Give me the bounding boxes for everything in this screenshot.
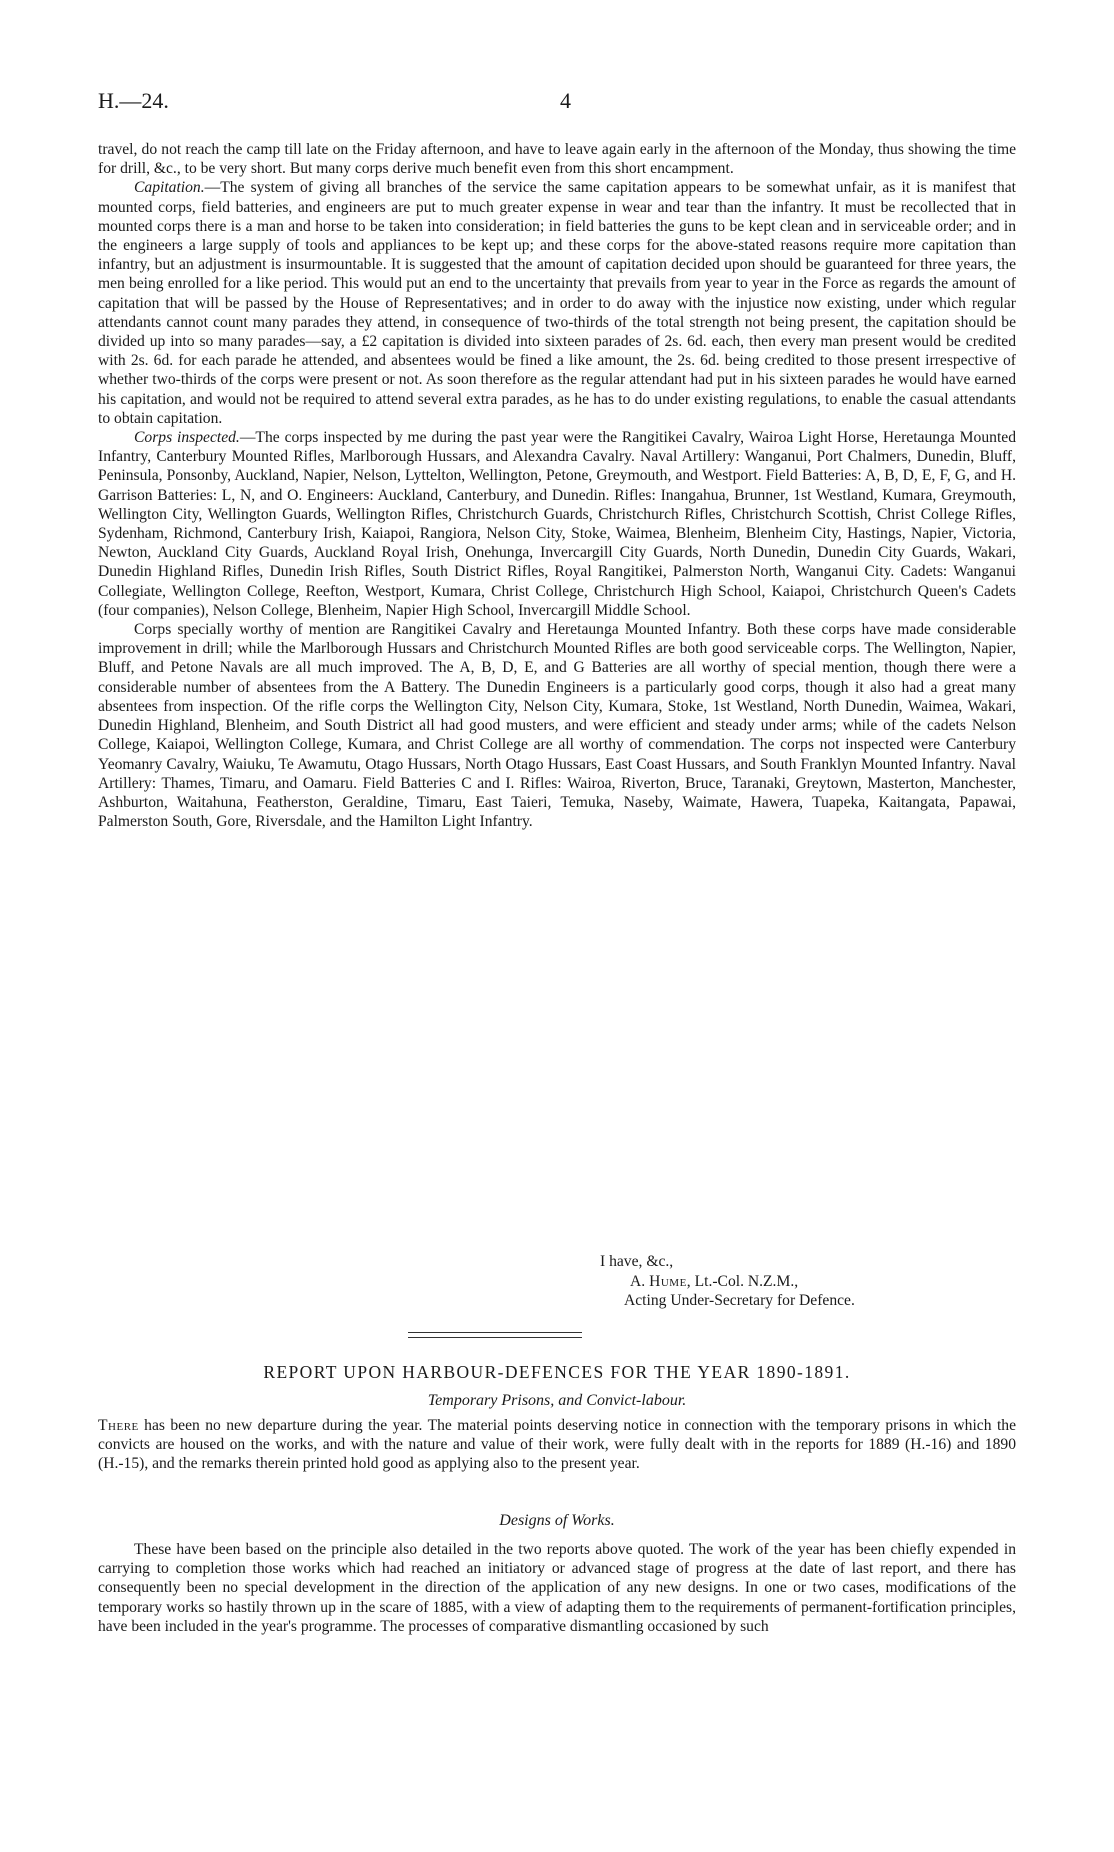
signature-initial: A. [630,1272,646,1290]
paragraph-corps-inspected [98,428,1016,620]
paragraph-encampment: travel, do not reach the camp till late on the Friday afternoon, and have to leave again early in the afternoon of the Monday, thus showing the time for drill, &c., to be very short. But many corps derive much benefit even from this short encampment. [98,141,1016,178]
signature-salutation: I have, &c., [600,1253,674,1270]
paragraph-prisons-text: has been no new departure during the year. The material points deserving notice in connection with the temporary prisons in which the convicts are housed on the works, and with the nature and value of their work, were fully dealt with in the reports for 1889 (H.-16) and 1890 (H.-15), and the remarks therein printed hold good as applying also to the present year. [98,1417,1016,1473]
paragraph-prisons [98,1416,1016,1474]
signature-title: Acting Under-Secretary for Defence. [624,1292,855,1309]
page-header [98,88,1016,118]
signature-block [600,1252,1000,1311]
section-temporary-prisons [98,1416,1016,1474]
signature-surname: Hume [649,1272,687,1290]
paragraph-lead-word: There [98,1417,139,1434]
section-designs-of-works [98,1540,1016,1636]
heading-designs-of-works: Designs of Works. [499,1512,615,1529]
signature-rank: , Lt.-Col. N.Z.M., [686,1272,799,1290]
corps-inspected-label: Corps inspected. [134,429,240,447]
corps-inspected-text: —The corps inspected by me during the past year were the Rangitikei Cavalry, Wairoa Light Horse, Heretaunga Mounted Infantry, Canterbury Mounted Rifles, Marlborough Hussars, and Alexandra Cavalry. Naval Artillery: Wanganui, Port Chalmers, Dunedin, Bluff, Peninsula, Ponsonby, Auckland, Napier, Nelson, Lyttelton, Wellington, Petone, Greymouth, and Westport. Field Batteries: A, B, D, E, F, G, and H. Garrison Batteries: L, N, and O. Engineers: Auckland, Canterbury, and Dunedin. Rifles: Inangahua, Brunner, 1st Westland, Kumara, Greymouth, Wellington City, Wellington Guards, Wellington Rifles, Christchurch Guards, Christchurch Rifles, Christchurch Scottish, Christ College Rifles, Sydenham, Richmond, Canterbury Irish, Kaiapoi, Rangiora, Nelson City, Stoke, Waimea, Blenheim, Blenheim City, Hastings, Napier, Victoria, Newton, Auckland City Guards, Auckland Royal Irish, Onehunga, Invercargill City Guards, North Dunedin, Dunedin City Guards, Wakari, Dunedin Highland Rifles, Dunedin Irish Rifles, South District Rifles, Royal Rangitikei, Palmerston North, Wanganui City. Cadets: Wanganui Collegiate, Wellington College, Reefton, Westport, Kumara, Christ College, Christchurch High School, Kaiapoi, Christchurch Queen's Cadets (four companies), Nelson College, Blenheim, Napier High School, Invercargill Middle School. [98,429,1016,619]
heading-temporary-prisons: Temporary Prisons, and Convict-labour. [427,1392,687,1409]
page-number: 4 [560,88,571,113]
report-title: REPORT UPON HARBOUR-DEFENCES FOR THE YEAR 1890-1891. [263,1362,851,1382]
capitation-label: Capitation. [134,179,205,197]
signature-name-line [600,1272,1000,1292]
paragraph-corps-mention: Corps specially worthy of mention are Rangitikei Cavalry and Heretaunga Mounted Infantry. Both these corps have made considerable improvement in drill; while the Marlborough Hussars and Christchurch Mounted Rifles are both good serviceable corps. The Wellington, Napier, Bluff, and Petone Navals are all much improved. The A, B, D, E, and G Batteries are all worthy of special mention, though there were a considerable number of absentees from the A Battery. The Dunedin Engineers is a particularly good corps, though it also had a great many absentees from inspection. Of the rifle corps the Wellington City, Nelson City, Kumara, Stoke, 1st Westland, North Dunedin, Waimea, Wakari, Dunedin Highland, Blenheim, and South District all had good musters, and were efficient and steady under arms; while of the cadets Nelson College, Kaiapoi, Wellington College, Kumara, and Christ College are all worthy of commendation. The corps not inspected were Canterbury Yeomanry Cavalry, Waiuku, Te Awamutu, Otago Hussars, North Otago Hussars, East Coast Hussars, and South Franklyn Mounted Infantry. Naval Artillery: Thames, Timaru, and Oamaru. Field Batteries C and I. Rifles: Wairoa, Riverton, Bruce, Taranaki, Greytown, Masterton, Manchester, Ashburton, Waitahuna, Featherston, Geraldine, Timaru, East Taieri, Temuka, Naseby, Waimate, Hawera, Tuapeka, Kaitangata, Papawai, Palmerston South, Gore, Riversdale, and the Hamilton Light Infantry. [98,621,1016,831]
paragraph-capitation [98,178,1016,428]
section-divider [408,1332,582,1338]
letter-body [98,140,1016,831]
document-reference: H.—24. [98,88,169,113]
capitation-text: —The system of giving all branches of the service the same capitation appears to be somewhat unfair, as it is manifest that mounted corps, field batteries, and engineers are put to much greater expense in wear and tear than the infantry. It must be recollected that in mounted corps there is a man and horse to be taken into consideration; in field batteries the guns to be kept clean and in serviceable order; and in the engineers a large supply of tools and appliances to be kept up; and these corps for the above-stated reasons require more capitation than infantry, but an adjustment is insurmountable. It is suggested that the amount of capitation decided upon should be guaranteed for three years, the men being enrolled for a like period. This would put an end to the uncertainty that prevails from year to year in the Force as regards the amount of capitation that will be passed by the House of Representatives; and in order to do away with the injustice now existing, under which regular attendants cannot count many parades they attend, in consequence of two-thirds of the total strength not being present, the capitation should be divided up into so many parades—say, a £2 capitation is divided into sixteen parades of 2s. 6d. each, then every man present would be credited with 2s. 6d. for each parade he attended, and absentees would be fined a like amount, the 2s. 6d. being credited to those present irrespective of whether two-thirds of the corps were present or not. As soon therefore as the regular attendant had put in his sixteen parades he would have earned his capitation, and would not be required to attend several extra parades, as he has to do under existing regulations, to enable the casual attendants to obtain capitation. [98,179,1016,427]
paragraph-designs: These have been based on the principle also detailed in the two reports above quoted. The work of the year has been chiefly expended in carrying to completion those works which had reached an initiatory or advanced stage of progress at the date of last report, and there has consequently been no special development in the direction of the application of any new designs. In one or two cases, modifications of the temporary works so hastily thrown up in the scare of 1885, with a view of adapting them to the requirements of permanent-fortification principles, have been included in the year's programme. The processes of comparative dismantling occasioned by such [98,1541,1016,1635]
